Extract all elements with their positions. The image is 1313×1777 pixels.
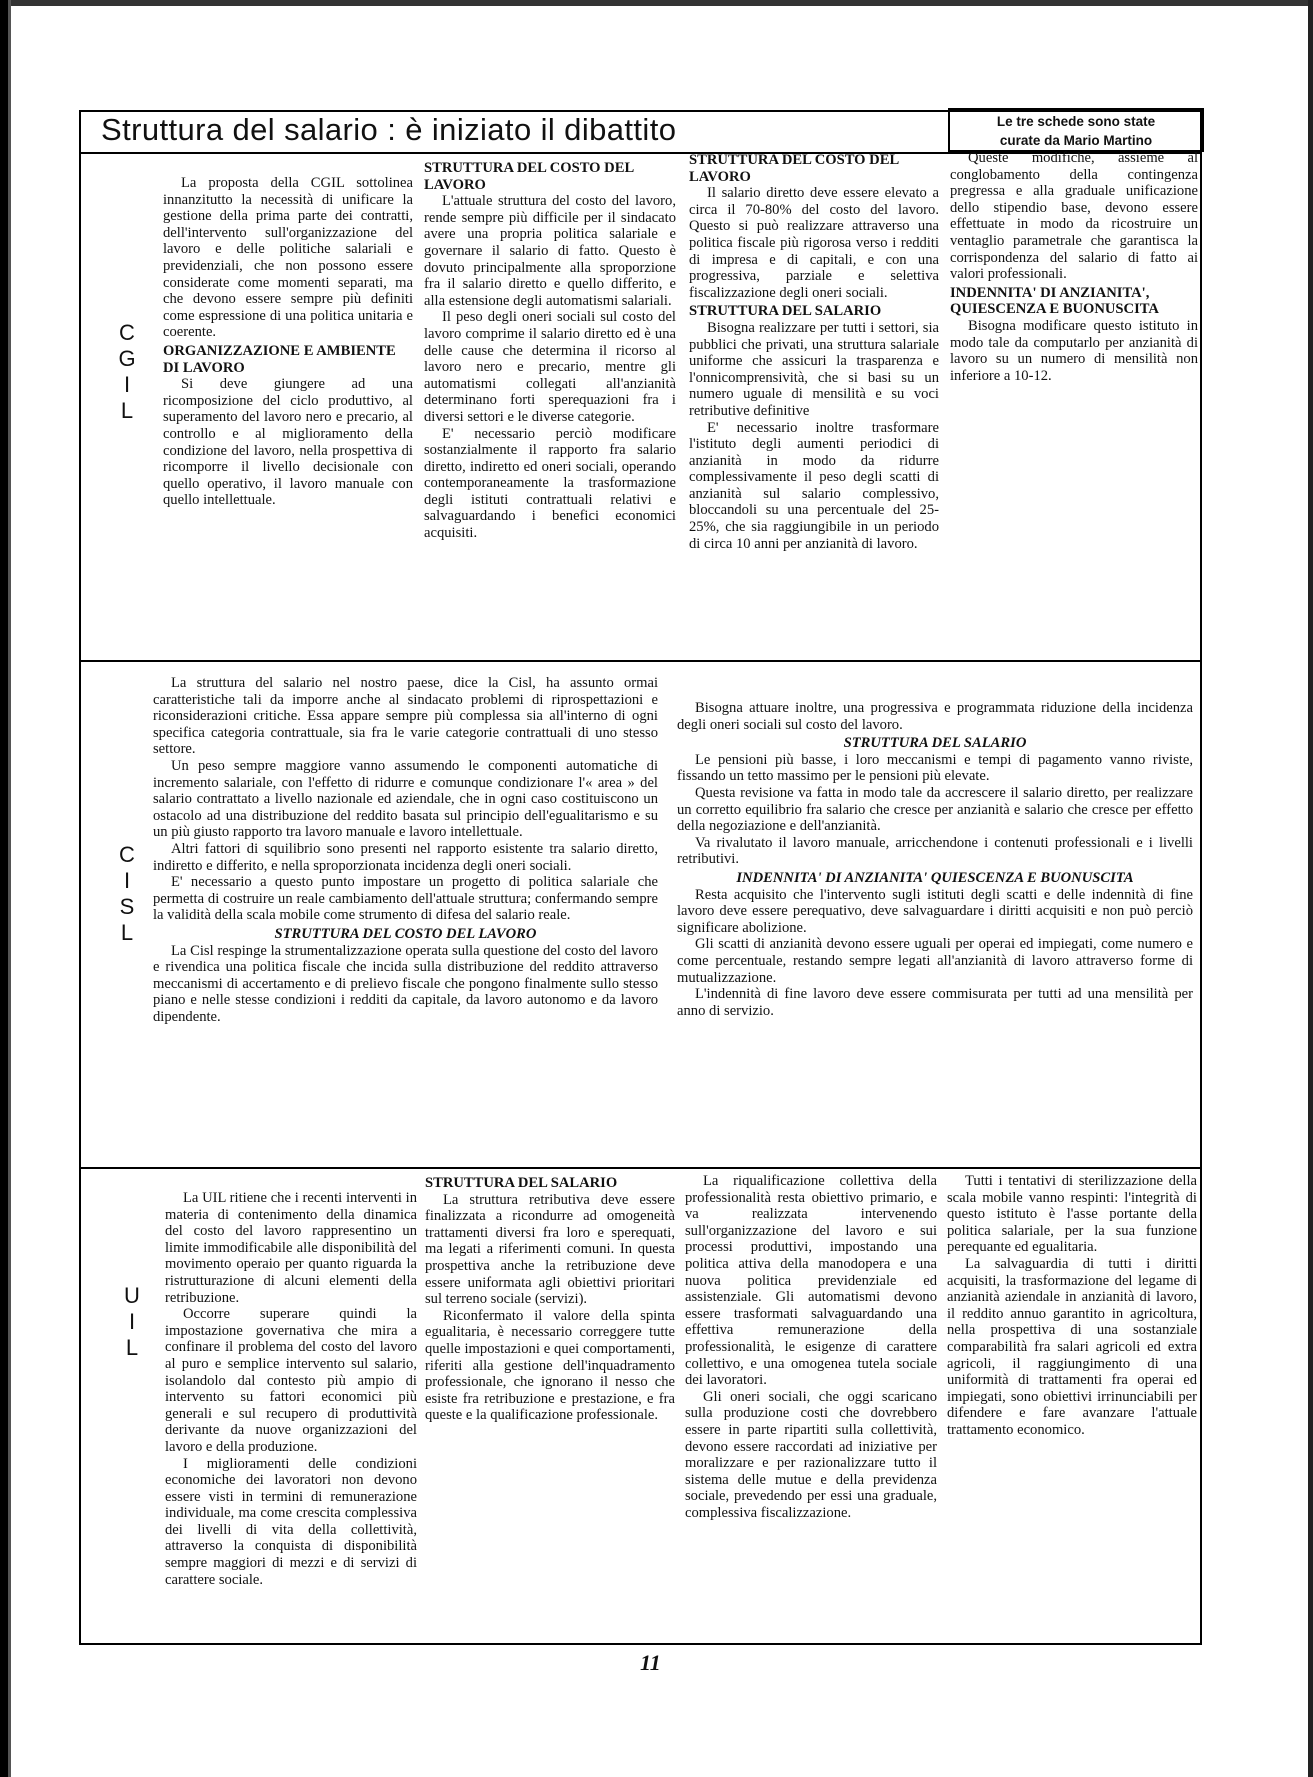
cgil-column-3 [689,150,939,658]
subheading: ORGANIZZAZIONE E AMBIENTE DI LAVORO [163,342,396,376]
subheading: INDENNITA' DI ANZIANITA', QUIESCENZA E BUONUSCITA [950,284,1159,318]
paragraph: E' necessario inoltre trasformare l'istituto degli aumenti periodici di anzianità in modo da ridurre complessivamente il peso degli scatti di anzianità sul salario complessivo, bloccandoli su una percentuale del 25-25%, che sia raggiungibile in un periodo di circa 10 anni per anzianità di lavoro. [689,419,939,552]
paragraph: Occorre superare quindi la impostazione governativa che mira a confinare il problema del costo del lavoro al puro e semplice intervento sul salario, isolandolo dal contesto più ampio di intervento su fattori economici più generali e sul recupero di produttività derivante da nuove organizzazioni del lavoro e della produzione. [165,1306,417,1455]
paragraph: Bisogna attuare inoltre, una progressiva e programmata riduzione della incidenza degli oneri sociali sul costo del lavoro. [677,700,1193,733]
article-title: Struttura del salario : è iniziato il dibattito [101,112,677,147]
letter: I [123,868,131,893]
paragraph: La Cisl respinge la strumentalizzazione operata sulla questione del costo del lavoro e rivendica una politica fiscale che incida sulla distribuzione del reddito attraverso meccanismi di accertamento e di prelievo fiscale che pongono finalmente sullo stesso piano e nelle stesse condizioni i redditi da capitale, da lavoro autonomo e da lavoro dipendente. [153,942,658,1025]
paragraph: L'indennità di fine lavoro deve essere commisurata per tutti ad una mensilità per anno di servizio. [677,986,1193,1019]
paragraph: Si deve giungere ad una ricomposizione del ciclo produttivo, al superamento del lavoro nero e precario, al controllo e al miglioramento della condizione del lavoro, nella prospettiva di ricomporre il livello decisionale con quello operativo, il lavoro manuale con quello intellettuale. [163,376,413,509]
paragraph: Altri fattori di squilibrio sono presenti nel rapporto esistente tra salario diretto, indiretto e differito, e nella sproporzionata incidenza degli oneri sociali. [153,840,658,874]
paragraph: Va rivalutato il lavoro manuale, arricchendone i contenuti professionali e i livelli retributivi. [677,834,1193,868]
letter: L [120,920,134,945]
page-number: 11 [640,1650,661,1675]
letter: C [119,842,135,867]
letter: I [128,1309,136,1334]
paragraph: Tutti i tentativi di sterilizzazione della scala mobile vanno respinti: l'integrità di questo istituto è l'asse portante della politica salariale, per la sua funzione perequante ed egualitaria. [947,1173,1197,1256]
scan-edge-top [0,0,1313,6]
subheading: STRUTTURA DEL COSTO DEL LAVORO [274,925,537,942]
cgil-column-1 [163,175,413,655]
paragraph: Bisogna modificare questo istituto in modo tale da computarlo per anzianità di lavoro su un numero di mensilità non inferiore a 10-12. [950,317,1198,384]
paragraph: La proposta della CGIL sottolinea innanzitutto la necessità di unificare la gestione della prima parte dei contratti, dell'intervento sull'organizzazione del lavoro e delle politiche salariali e previdenziali, che non possono essere considerate come momenti separati, ma che devono essere sempre più definiti come espressione di una politica unitaria e coerente. [163,175,413,341]
subheading: STRUTTURA DEL COSTO DEL LAVORO [424,160,634,193]
credit-line-1: Le tre schede sono state [996,114,1156,129]
paragraph: Resta acquisito che l'intervento sugli istituti degli scatti e delle indennità di fine lavoro deve essere perequativo, deve salvaguardare i diritti acquisiti e non può perciò significare abolizione. [677,886,1193,936]
paragraph: Gli oneri sociali, che oggi scaricano sulla produzione costi che dovrebbero essere in parte ripartiti sulla collettività, devono essere raccordati ad iniziative per moralizzare e per razionalizzare tutto il sistema delle mutue e della previdenza sociale, prevedendo per essi una graduale, complessiva fiscalizzazione. [685,1388,937,1521]
paragraph: La struttura del salario nel nostro paese, dice la Cisl, ha assunto ormai caratteristiche tali da imporre anche al sindacato problemi di riprospettazioni e riconsiderazioni critiche. Essa appare sempre più complessa sia all'interno di ogni specifica categoria contrattuale, sia fra le varie categorie contrattuali di uno stesso settore. [153,675,658,758]
paragraph: Bisogna realizzare per tutti i settori, sia pubblici che privati, una struttura salariale uniforme che assicuri la trasparenza e l'onnicomprensività, che si basi su un numero uguale di mensilità e su voci retributive definitive [689,319,939,419]
paragraph: I miglioramenti delle condizioni economiche dei lavoratori non devono essere visti in termini di remunerazione individuale, ma come crescita complessiva dei livelli di vita della collettività, attraverso la conquista di disponibilità sempre maggiori di mezzi e di servizi di carattere sociale. [165,1455,417,1588]
paragraph: La UIL ritiene che i recenti interventi in materia di contenimento della dinamica del costo del lavoro rappresentino un limite immodificabile alle disponibilità del movimento operaio per quanto riguarda la ristrutturazione di alcuni elementi della retribuzione. [165,1190,417,1306]
paragraph: Queste modifiche, assieme al conglobamento della contingenza pregressa e alla graduale unificazione dello stipendio base, devono essere effettuate in modo da ricostruire un ventaglio parametrale che garantisca la corrispondenza del salario di fatto ai valori professionali. [950,150,1198,283]
divider-cgil-cisl [79,660,1202,662]
paragraph: E' necessario a questo punto impostare un progetto di politica salariale che permetta di costruire un reale cambiamento dell'attuale struttura; confermando sempre la validità della scala mobile come strumento di difesa del salario reale. [153,874,658,924]
uil-column-3 [685,1173,937,1640]
paragraph: Riconfermato il valore della spinta egualitaria, è necessario correggere tutte quelle impostazioni e quei comportamenti, riferiti alla gestione dell'inquadramento professionale, che ignorano il nesso che esiste fra retribuzione e prestazione, e fra queste e la qualificazione professionale. [425,1307,675,1424]
letter: U [124,1283,140,1308]
uil-column-1 [165,1190,417,1640]
letter: C [119,320,135,345]
cisl-side-letters [117,842,137,946]
paragraph: Le pensioni più basse, i loro meccanismi e tempi di pagamento vanno riviste, fissando un tetto massimo per le pensioni più elevate. [677,751,1193,785]
divider-cisl-uil [79,1167,1202,1169]
paragraph: Questa revisione va fatta in modo tale da accrescere il salario diretto, per realizzare un corretto equilibrio fra salario che cresce per anzianità e salario che cresce per effetto della negoziazione e dell'anzianità. [677,784,1193,835]
cgil-side-letters [117,320,137,424]
uil-column-4 [947,1173,1197,1640]
paragraph: Gli scatti di anzianità devono essere uguali per operai ed impiegati, come numero e come percentuale, restando sempre legati all'anzianità di lavoro attraverso forme di mutualizzazione. [677,936,1193,986]
article-header [79,110,1202,154]
paragraph: La riqualificazione collettiva della professionalità resta obiettivo primario, e va realizzata intervenendo sull'organizzazione del lavoro e sui processi produttivi, impostando una politica attiva della manodopera e una nuova politica previdenziale ed assistenziale. Gli automatismi devono essere trasformati salvaguardando una effettiva remunerazione della professionalità, le esigenze di carattere collettivo, e una omogenea tutela sociale dei lavoratori. [685,1173,937,1389]
paragraph: La salvaguardia di tutti i diritti acquisiti, la trasformazione del legame di anzianità aziendale in anzianità di lavoro, il reddito annuo garantito in agricoltura, nella prospettiva di una sostanziale comparabilità fra salari agricoli ed extra agricoli, il raggiungimento di una uniformità di trattamenti fra operai ed impiegati, sono obiettivi irrinunciabili per difendere e fare avanzare l'attuale trattamento economico. [947,1255,1197,1438]
cgil-column-2 [424,158,676,658]
cisl-column-left [153,675,658,1163]
paragraph: Un peso sempre maggiore vanno assumendo le componenti automatiche di incremento salariale, con l'effetto di ridurre e comunque condizionare l'« area » del salario contrattato a livello nazionale ed aziendale, che in ogni caso costituiscono un ostacolo ad una distribuzione del reddito basata sul principio dell'egualitarismo e su un più giusto rapporto tra lavoro manuale e lavoro intellettuale. [153,757,658,841]
subheading: STRUTTURA DEL SALARIO [425,1175,618,1191]
letter: G [118,346,136,371]
paragraph: La struttura retributiva deve essere finalizzata a ricondurre ad omogeneità trattamenti diversi fra loro e sperequati, ma legati a riferimenti comuni. In questa prospettiva anche la retribuzione deve essere uniformata agli obiettivi prioritari sul terreno sociale (servizi). [425,1191,675,1308]
uil-column-2 [425,1173,675,1640]
paragraph: L'attuale struttura del costo del lavoro, rende sempre più difficile per il sindacato avere una propria politica salariale e governare il salario di fatto. Questo è dovuto principalmente alla sproporzione fra il salario diretto e quello differito, e alla estensione degli automatismi salariali. [424,193,676,309]
subheading: INDENNITA' DI ANZIANITA' QUIESCENZA E BUONUSCITA [736,869,1134,886]
scan-edge-left-shadow [8,0,11,1777]
subheading: STRUTTURA DEL SALARIO [843,735,1027,752]
letter: L [120,398,134,423]
credit-line-2: curate da Mario Martino [999,133,1153,148]
letter: L [125,1335,139,1360]
paragraph: E' necessario perciò modificare sostanzialmente il rapporto fra salario diretto, indiretto ed oneri sociali, operando contemporaneamente la trasformazione degli istituti contrattuali relativi e salvaguardando i benefici economici acquisiti. [424,425,676,542]
uil-side-letters [122,1283,142,1361]
scan-edge-left [0,0,8,1777]
subheading: STRUTTURA DEL SALARIO [689,303,882,320]
credit-box [948,108,1204,152]
cgil-column-4 [950,150,1198,658]
letter: I [123,372,131,397]
letter: S [119,894,135,919]
scan-edge-right [1308,0,1313,1777]
cisl-column-right [677,700,1193,1163]
paragraph: Il peso degli oneri sociali sul costo del lavoro comprime il salario diretto ed è una delle cause che determina il ricorso al lavoro nero e precario, mentre gli automatismi collegati all'anzianità determinano forti sperequazioni fra i diversi settori e le diverse categorie. [424,309,676,425]
paragraph: Il salario diretto deve essere elevato a circa il 70-80% del costo del lavoro. Questo si può realizzare attraverso una politica fiscale più rigorosa verso i redditi di impresa e di capitali, e con una progressiva, parziale e selettiva fiscalizzazione degli oneri sociali. [689,185,939,301]
subheading: STRUTTURA DEL COSTO DEL LAVORO [689,152,899,185]
